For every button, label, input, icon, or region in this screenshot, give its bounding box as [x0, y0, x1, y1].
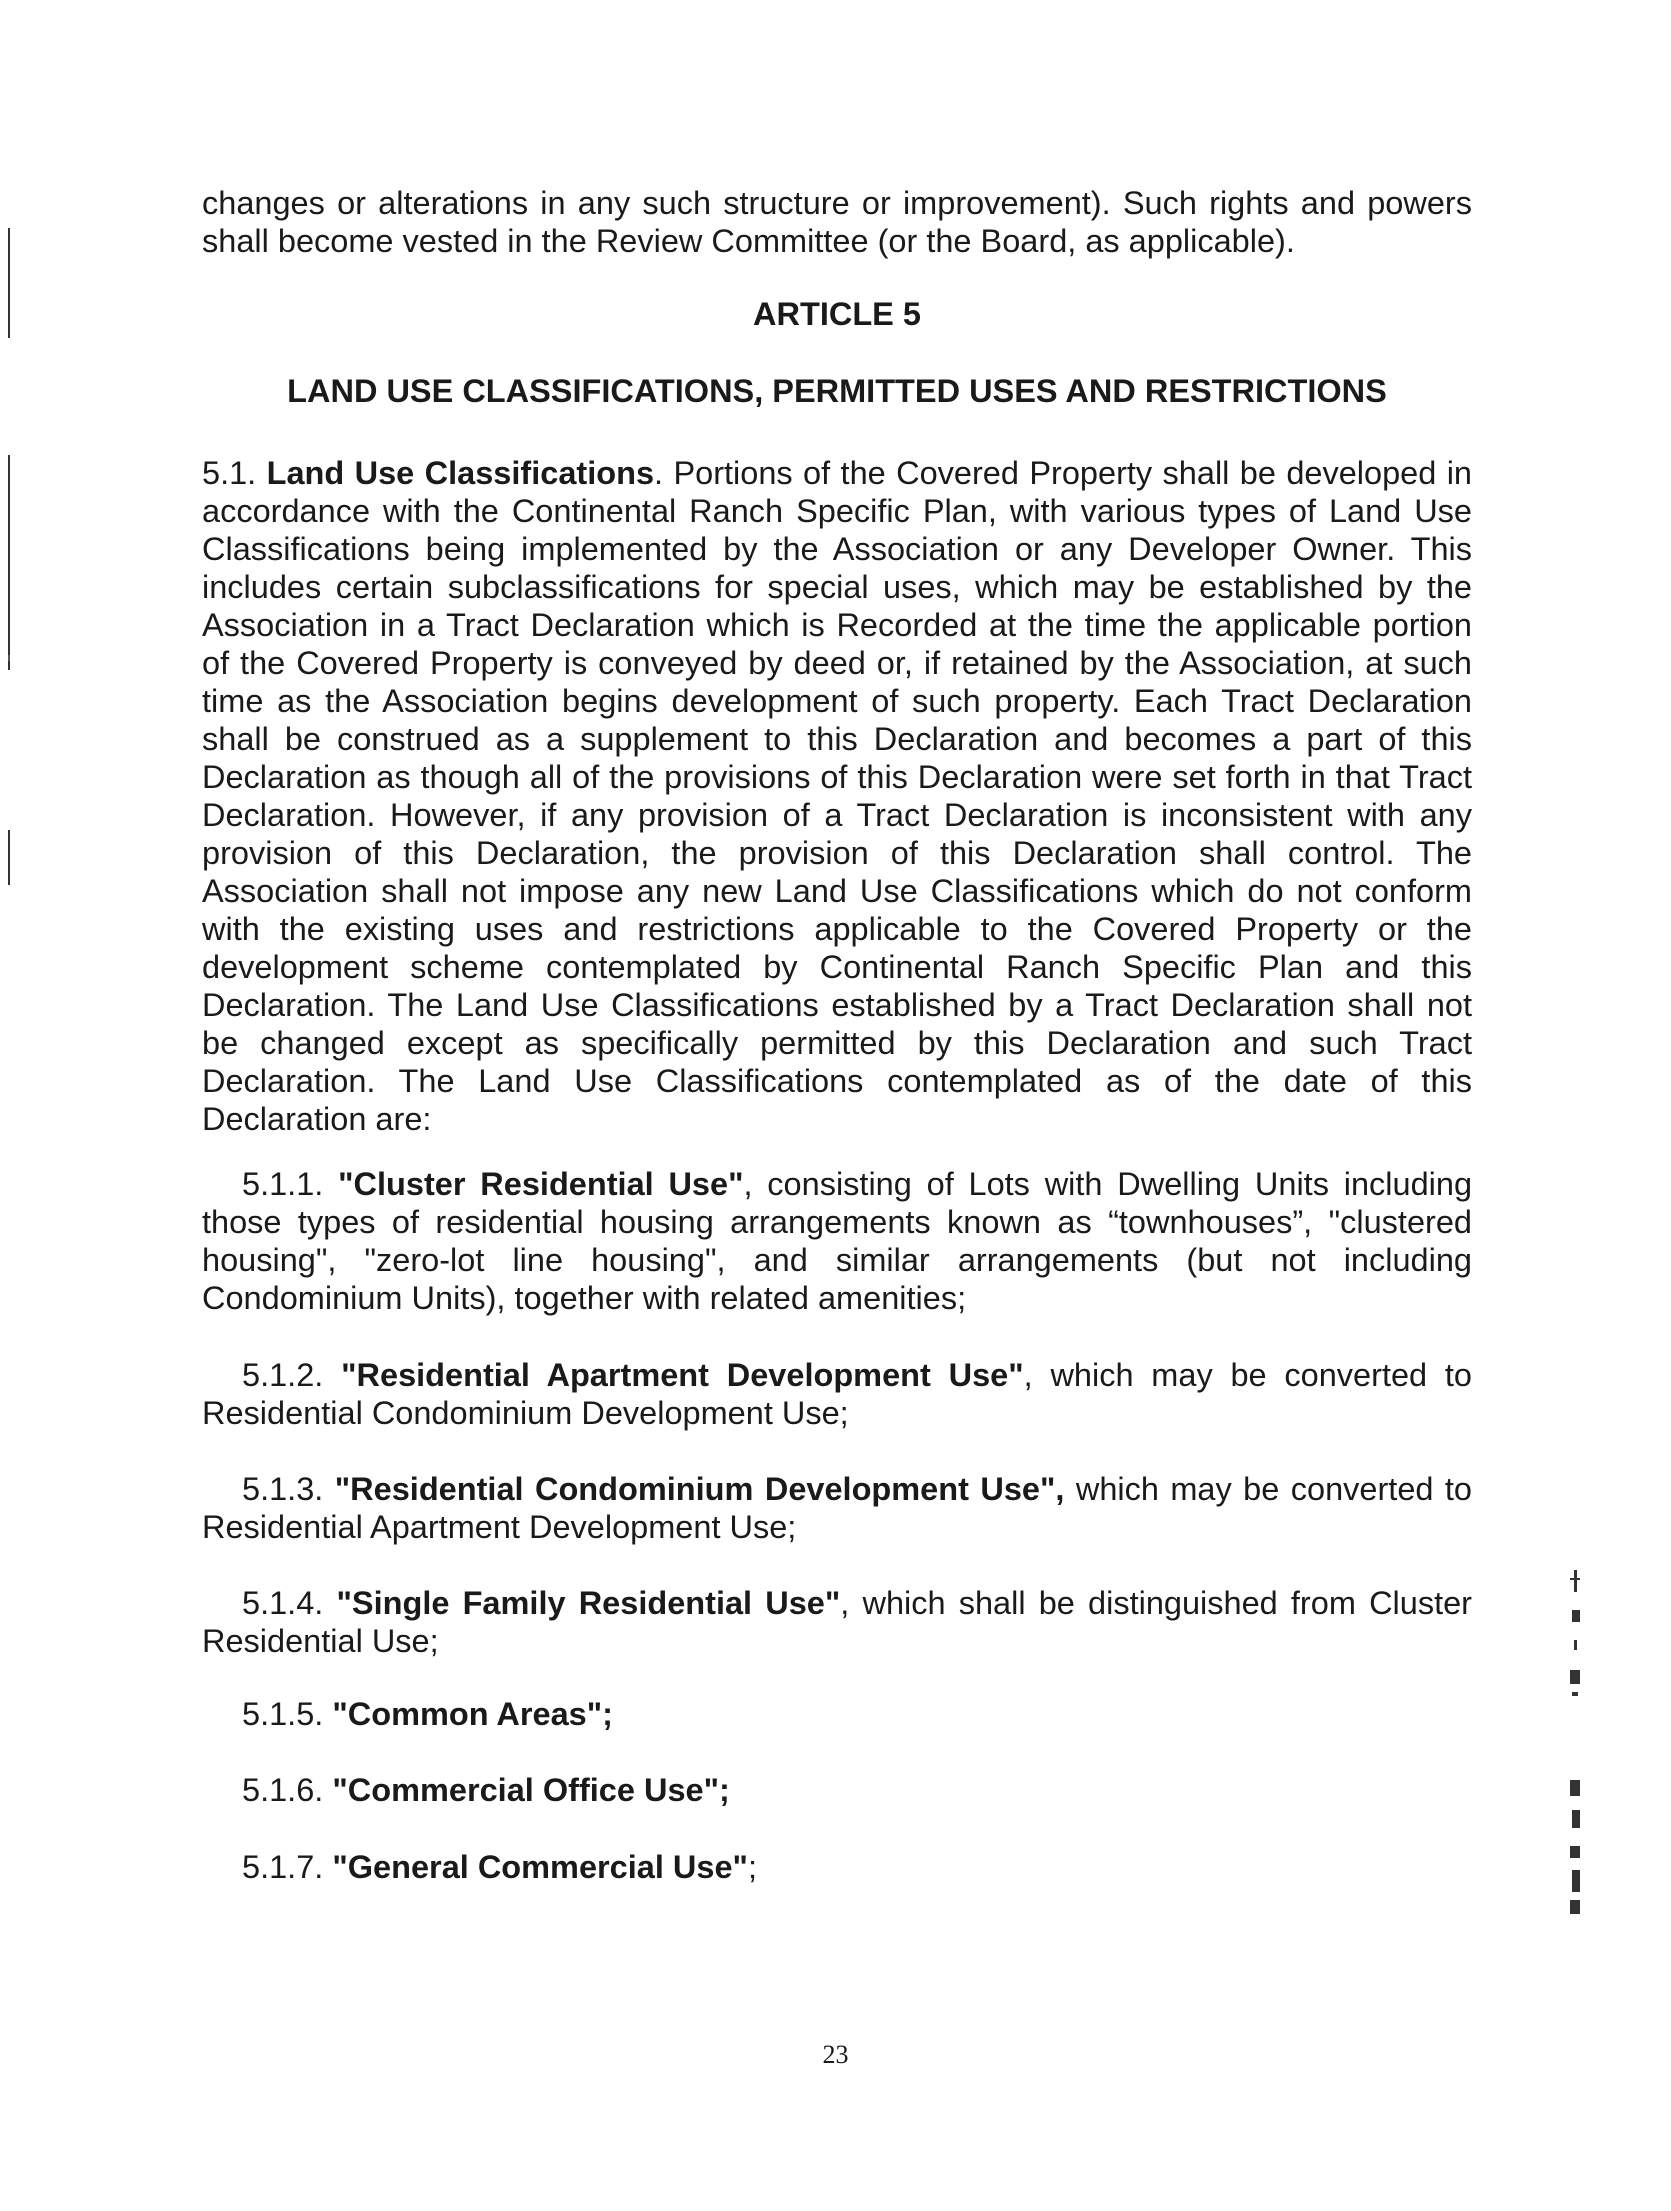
- subsection-body: , which shall be distinguished from Cluster Residential Use;: [202, 1585, 1473, 1659]
- article-heading: ARTICLE 5: [753, 296, 921, 332]
- subsection-5-1-4: [202, 1584, 1472, 1660]
- subsection-body: , which may be converted to Residential Condominium Development Use;: [202, 1357, 1472, 1431]
- subsection-title: "General Commercial Use": [332, 1849, 748, 1885]
- subsection-number: 5.1.5.: [242, 1696, 324, 1732]
- subsection-title: "Commercial Office Use";: [332, 1772, 730, 1808]
- revision-bar: [8, 455, 10, 670]
- subsection-number: 5.1.1.: [242, 1166, 324, 1202]
- article-title: LAND USE CLASSIFICATIONS, PERMITTED USES AND RESTRICTIONS: [287, 373, 1387, 409]
- subsection-5-1-1: [202, 1165, 1472, 1317]
- subsection-title: "Residential Apartment Development Use": [341, 1357, 1024, 1393]
- page-number: 23: [822, 2040, 849, 2069]
- subsection-5-1-7: [202, 1848, 1472, 1886]
- subsection-5-1-6: [202, 1771, 1472, 1809]
- intro-paragraph: changes or alterations in any such structure or improvement). Such rights and powers shall become vested in the Review Committee (or the Board, as applicable).: [202, 185, 1472, 259]
- revision-bar: [8, 830, 10, 885]
- section-5-1: [202, 454, 1472, 1138]
- revision-bar: [8, 228, 10, 338]
- subsection-number: 5.1.3.: [242, 1471, 324, 1507]
- subsection-5-1-2: [202, 1356, 1472, 1432]
- recording-stamp-icon: [1558, 1570, 1598, 1930]
- revision-mark: [8, 655, 10, 661]
- subsection-body: which may be converted to Residential Apartment Development Use;: [202, 1471, 1473, 1545]
- subsection-number: 5.1.7.: [242, 1849, 324, 1885]
- subsection-5-1-5: [202, 1695, 1472, 1733]
- section-number: 5.1.: [202, 455, 257, 491]
- subsection-title: "Single Family Residential Use": [336, 1585, 841, 1621]
- subsection-number: 5.1.4.: [242, 1585, 324, 1621]
- subsection-number: 5.1.6.: [242, 1772, 324, 1808]
- subsection-title: "Common Areas";: [332, 1696, 613, 1732]
- subsection-5-1-3: [202, 1470, 1472, 1546]
- section-body: . Portions of the Covered Property shall be developed in accordance with the Continental Ranch Specific Plan, with various types of Land Use Classifications being implemented by the Association or any Developer Owner. This includes certain subclassifications for special uses, which may be established by the Association in a Tract Declaration which is Recorded at the time the applicable portion of the Covered Property is conveyed by deed or, if retained by the Association, at such time as the Association begins development of such property. Each Tract Declaration shall be construed as a supplement to this Declaration and becomes a part of this Declaration as though all of the provisions of this Declaration were set forth in that Tract Declaration. However, if any provision of a Tract Declaration is inconsistent with any provision of this Declaration, the provision of this Declaration shall control. The Association shall not impose any new Land Use Classifications which do not conform with the existing uses and restrictions applicable to the Covered Property or the development scheme contemplated by Continental Ranch Specific Plan and this Declaration. The Land Use Classifications established by a Tract Declaration shall not be changed except as specifically permitted by this Declaration and such Tract Declaration. The Land Use Classifications contemplated as of the date of this Declaration are:: [202, 455, 1472, 1137]
- subsection-title: "Residential Condominium Development Use",: [334, 1471, 1065, 1507]
- subsection-title: "Cluster Residential Use": [338, 1166, 744, 1202]
- subsection-body: , consisting of Lots with Dwelling Units including those types of residential housing arrangements known as “townhouses”, "clustered housing", "zero-lot line housing", and similar arrangements (but not including Condominium Units), together with related amenities;: [202, 1166, 1473, 1316]
- section-title: Land Use Classifications: [266, 455, 655, 491]
- subsection-number: 5.1.2.: [242, 1357, 324, 1393]
- subsection-body: ;: [747, 1849, 757, 1885]
